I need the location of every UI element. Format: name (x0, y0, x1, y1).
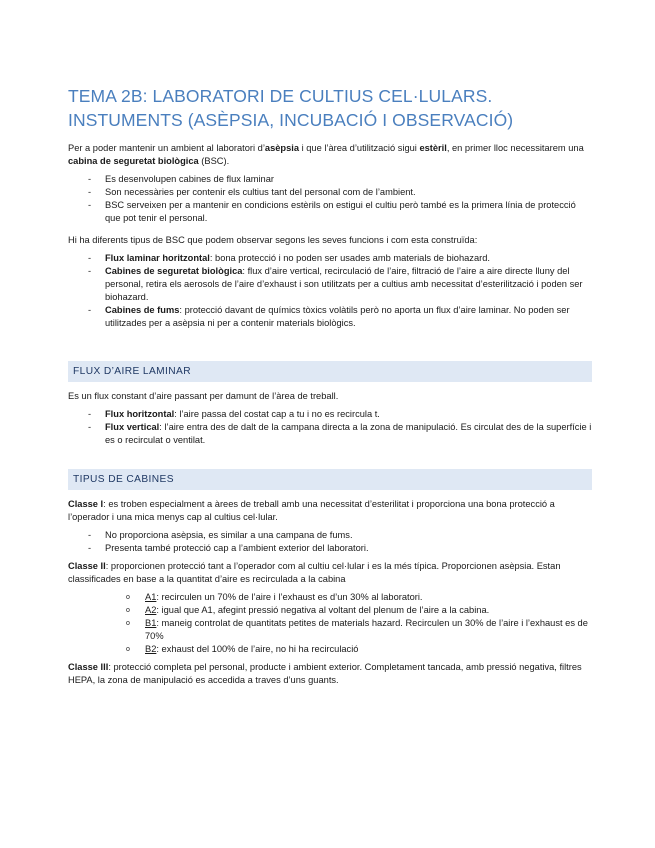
flux-list (68, 408, 592, 447)
list-item: - Flux horitzontal: l’aire passa del costat cap a tu i no es recircula t. (88, 409, 380, 419)
bsc-intro: Hi ha diferents tipus de BSC que podem observar segons les seves funcions i com esta construïda: (68, 235, 478, 245)
class3-paragraph: Classe III: protecció completa pel personal, producte i ambient exterior. Completament tancada, amb pressió negativa, filtres HEPA, la zona de manipulació es accedida a traves d’uns guants. (68, 662, 582, 685)
list-item: o A2: igual que A1, afegint pressió negativa al voltant del plenum de l’aire a la cabina. (126, 605, 490, 615)
list-item: - BSC serveixen per a mantenir en condicions estèrils on estigui el cultiu però també es la primera línia de protecció que pot tenir el personal. (88, 200, 576, 223)
intro-text-3: , en primer lloc necessitarem una (446, 143, 584, 153)
class1-list (68, 529, 592, 555)
list-item: - Es desenvolupen cabines de flux laminar (88, 174, 274, 184)
list-item: o A1: recirculen un 70% de l’aire i l’exhaust es d’un 30% al laboratori. (126, 592, 423, 602)
section-heading-flux: FLUX D’AIRE LAMINAR (68, 361, 592, 382)
intro-text-2: i que l’àrea d’utilització sigui (299, 143, 420, 153)
list-item: - Son necessàries per contenir els cultius tant del personal com de l’ambient. (88, 187, 416, 197)
list-item: - Flux vertical: l’aire entra des de dalt de la campana directa a la zona de manipulació. Es circulat des de la superfície i es o recirculat o ventilat. (88, 422, 592, 445)
list-item: - Cabines de fums: protecció davant de químics tòxics volàtils però no aporta un flux d’aire laminar. No poden ser utilitzades per a asèpsia ni per a contenir materials biològics. (88, 305, 570, 328)
intro-bold-asepsia: asèpsia (264, 143, 300, 153)
list-item: o B1: maneig controlat de quantitats petites de materials hazard. Recirculen un 30% de l’aire i l’exhaust es de 70% (126, 618, 588, 641)
list-item: - Flux laminar horitzontal: bona protecció i no poden ser usades amb materials de biohazard. (88, 253, 490, 263)
bsc-types-list (68, 252, 592, 330)
class1-paragraph: Classe I: es troben especialment a àrees de treball amb una necessitat d’esterilitat i proporciona una bona protecció a l’operador i una mica menys cap al cultius cel·lular. (68, 499, 555, 522)
intro-bold-cabina: cabina de seguretat biològica (68, 156, 199, 166)
list-item: - Cabines de seguretat biològica: flux d’aire vertical, recirculació de l’aire, filtració de l’aire a aire directe lluny del personal, retira els aerosols de l’aire d’exhaust i son utilitzats per a cultius amb necessitat d’esterilització i poden ser biohazard. (88, 266, 583, 302)
flux-paragraph: Es un flux constant d’aire passant per damunt de l’àrea de treball. (68, 391, 339, 401)
intro-paragraph (68, 142, 592, 168)
intro-text-1: Per a poder mantenir un ambient al laboratori d’ (68, 143, 265, 153)
list-item: - Presenta també protecció cap a l’ambient exterior del laboratori. (88, 543, 369, 553)
intro-text-4: (BSC). (198, 156, 230, 166)
page-title: TEMA 2B: LABORATORI DE CULTIUS CEL·LULARS. INSTUMENTS (ASÈPSIA, INCUBACIÓ I OBSERVACIÓ) (68, 86, 514, 130)
list-item: o B2: exhaust del 100% de l’aire, no hi ha recirculació (126, 644, 359, 654)
intro-bold-esteril: estèril (419, 143, 447, 153)
intro-list (68, 173, 592, 225)
document-page (68, 84, 592, 687)
list-item: - No proporciona asèpsia, es similar a una campana de fums. (88, 530, 353, 540)
class2-paragraph: Classe II: proporcionen protecció tant a l’operador com al cultiu cel·lular i es la més típica. Proporcionen asèpsia. Estan classificades en base a la quantitat d’aire es recirculada a la cabina (68, 561, 561, 584)
section-heading-cabines: TIPUS DE CABINES (68, 469, 592, 490)
class2-list (68, 591, 592, 656)
